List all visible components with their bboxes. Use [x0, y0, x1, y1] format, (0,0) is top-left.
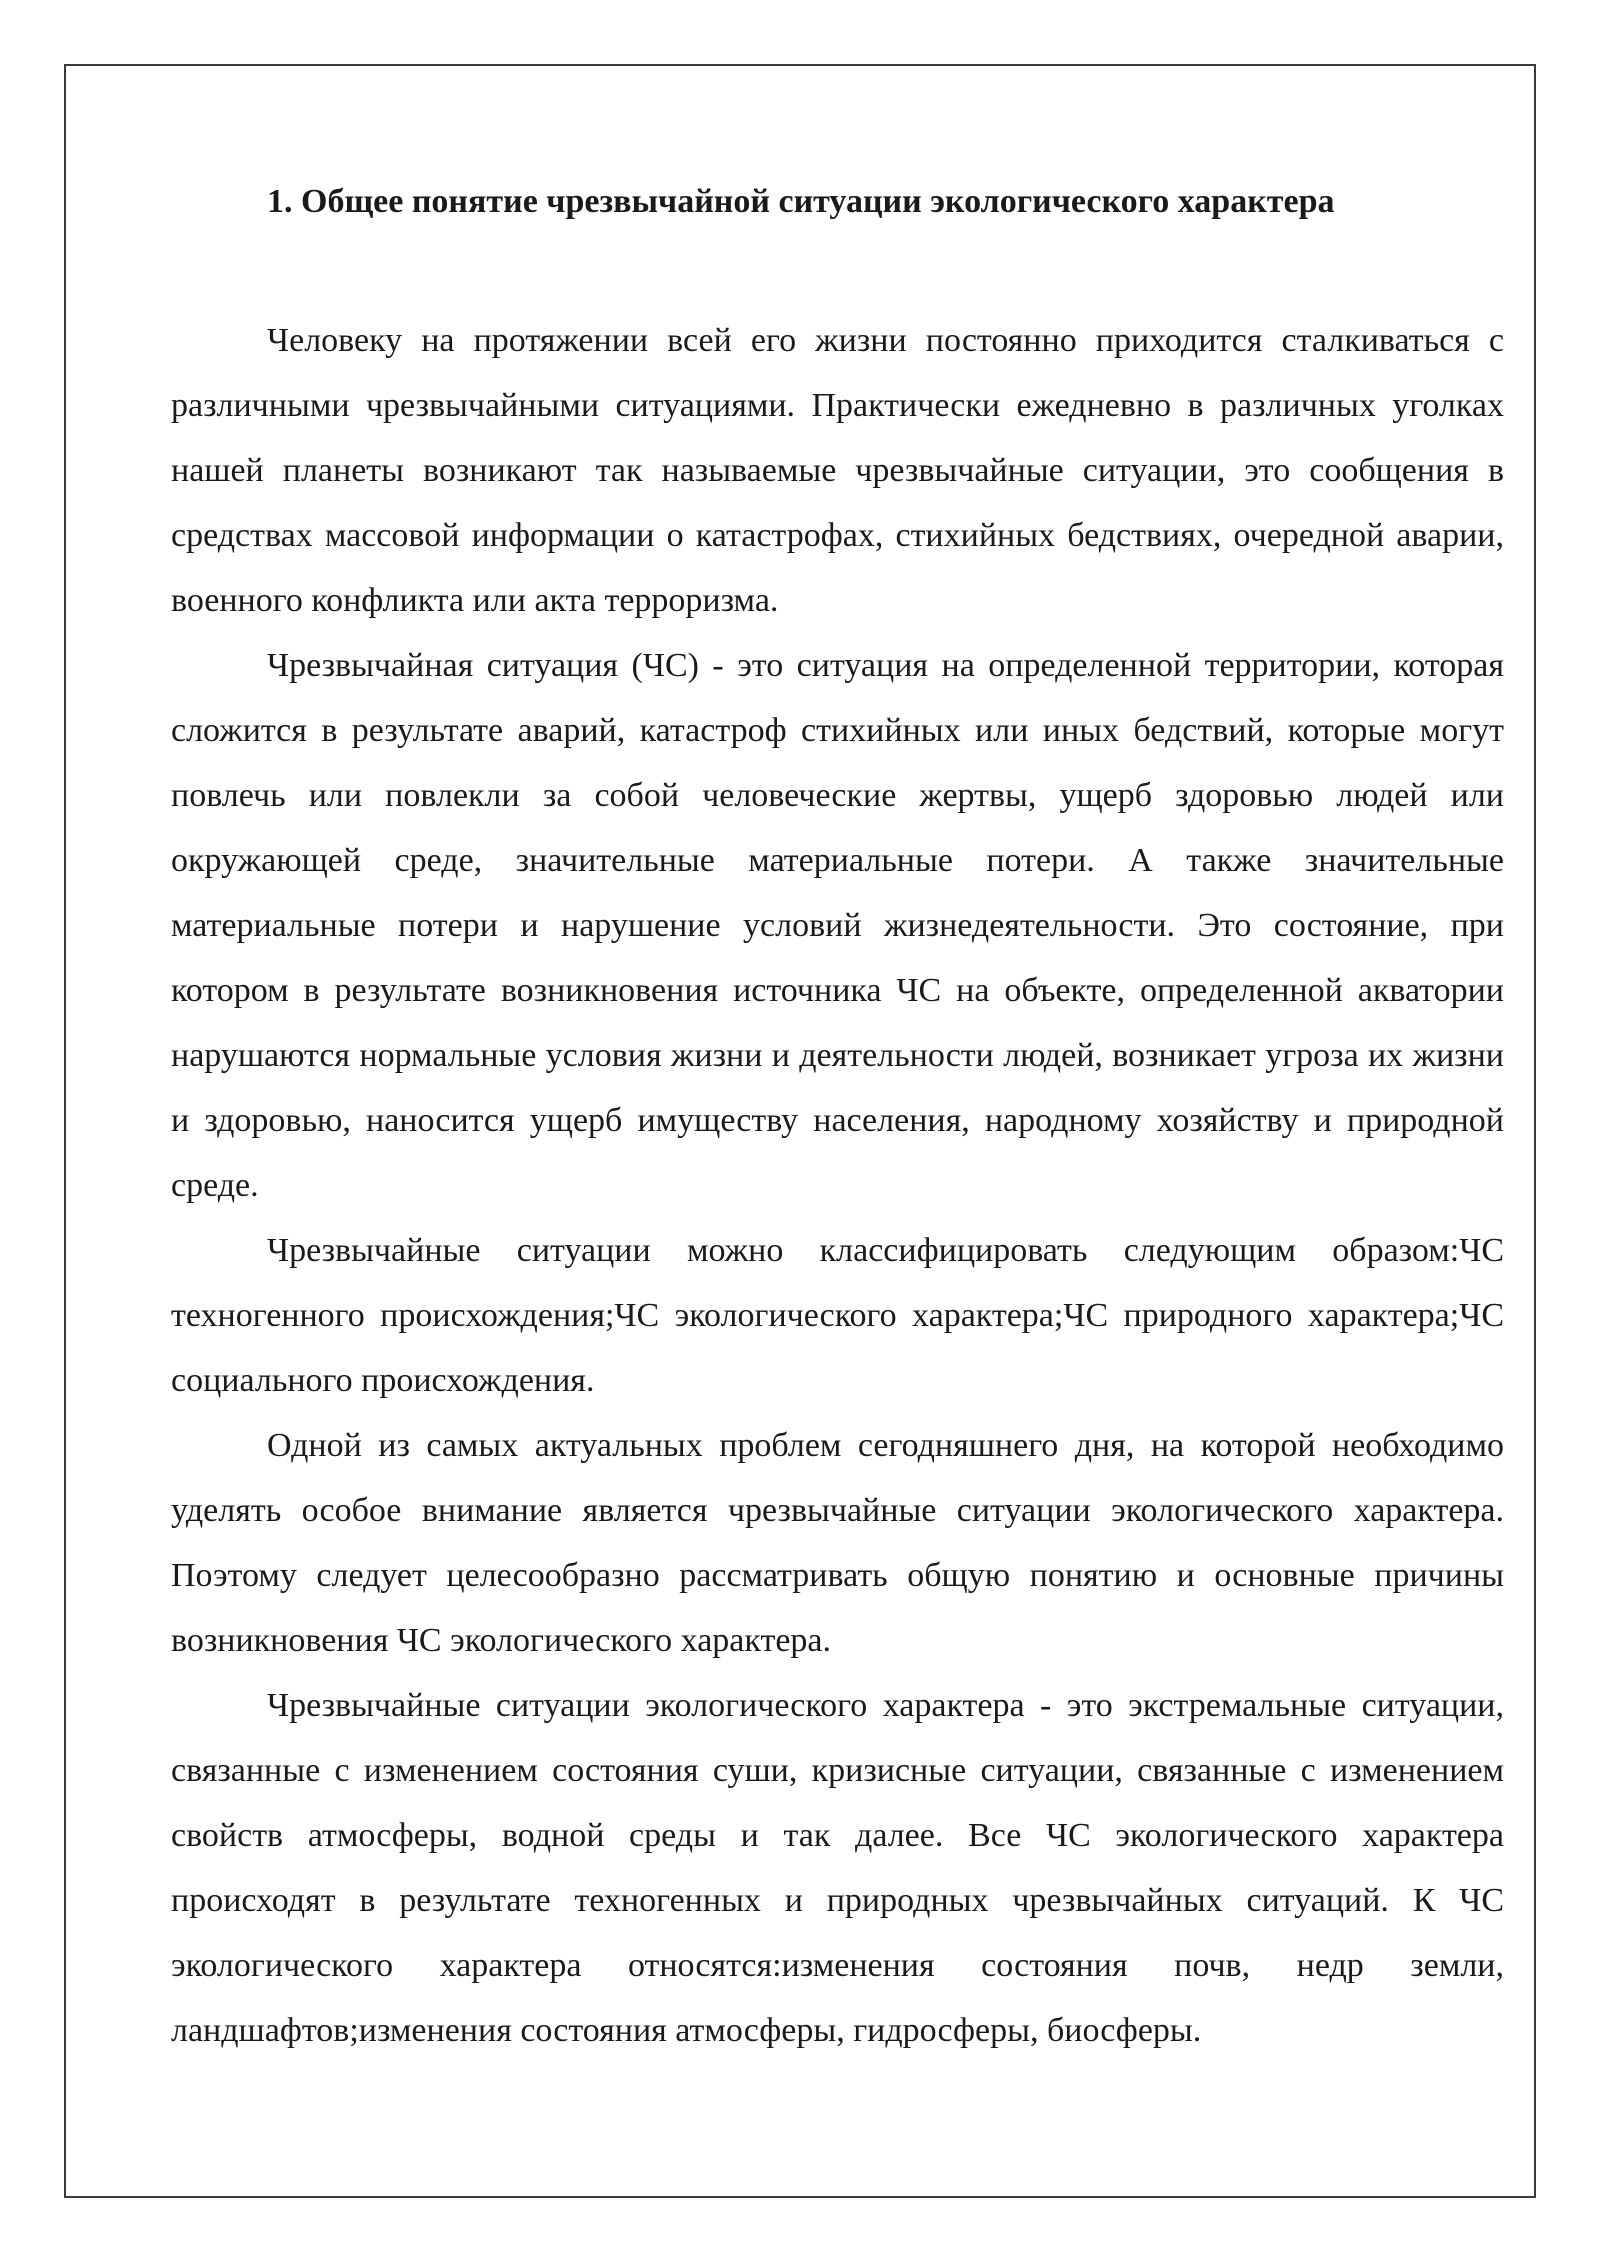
paragraph-definition: Чрезвычайная ситуация (ЧС) - это ситуация на определенной территории, которая сложится в результате аварий, катастроф стихийных или иных бедствий, которые могут повлечь или повлекли за собой человеческие жертвы, ущерб здоровью людей или окружающей среде, значительные материальные потери. А также значительные материальные потери и нарушение условий жизнедеятельности. Это состояние, при котором в результате возникновения источника ЧС на объекте, определенной акватории нарушаются нормальные условия жизни и деятельности людей, возникает угроза их жизни и здоровью, наносится ущерб имуществу населения, народному хозяйству и природной среде.	[171, 647, 1504, 1204]
paragraph-ecological: Чрезвычайные ситуации экологического характера - это экстремальные ситуации, связанные с изменением состояния суши, кризисные ситуации, связанные с изменением свойств атмосферы, водной среды и так далее. Все ЧС экологического характера происходят в результате техногенных и природных чрезвычайных ситуаций. К ЧС экологического характера относятся:изменения состояния почв, недр земли, ландшафтов;изменения состояния атмосферы, гидросферы, биосферы.	[171, 1687, 1504, 2049]
section-heading: 1. Общее понятие чрезвычайной ситуации экологического характера	[267, 183, 1335, 220]
paragraph-classification: Чрезвычайные ситуации можно классифицировать следующим образом:ЧС техногенного происхождения;ЧС экологического характера;ЧС природного характера;ЧС социального происхождения.	[171, 1232, 1504, 1399]
paragraph-relevance: Одной из самых актуальных проблем сегодняшнего дня, на которой необходимо уделять особое внимание является чрезвычайные ситуации экологического характера. Поэтому следует целесообразно рассматривать общую понятию и основные причины возникновения ЧС экологического характера.	[171, 1427, 1504, 1659]
document-body	[171, 178, 1504, 2063]
paragraph-intro: Человеку на протяжении всей его жизни постоянно приходится сталкиваться с различными чрезвычайными ситуациями. Практически ежедневно в различных уголках нашей планеты возникают так называемые чрезвычайные ситуации, это сообщения в средствах массовой информации о катастрофах, стихийных бедствиях, очередной аварии, военного конфликта или акта терроризма.	[171, 322, 1504, 619]
